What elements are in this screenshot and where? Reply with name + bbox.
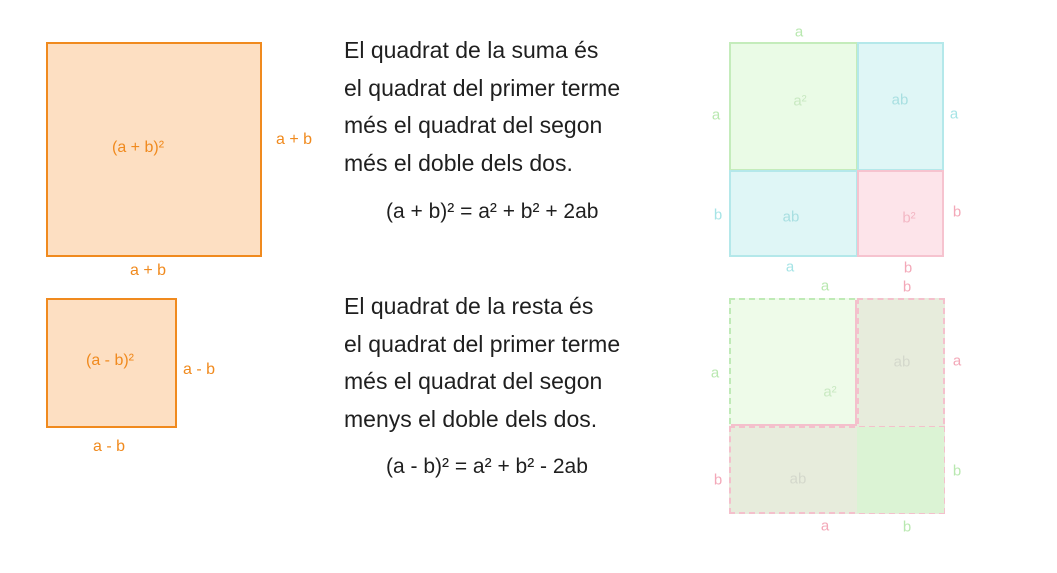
diff-text-line: menys el doble dels dos. (344, 405, 598, 432)
diff-diagram-top-a-label: a (820, 277, 830, 295)
diff-cell-b2 (857, 427, 944, 513)
diff-side-bottom-label: a - b (93, 438, 126, 455)
diff-diagram-top-b-label: b (902, 278, 912, 296)
sum-text-line: el quadrat del primer terme (344, 74, 621, 101)
diff-diagram-left-b-label: b (713, 471, 723, 489)
diff-formula: (a - b)² = a² + b² - 2ab (386, 455, 588, 478)
diff-text-line: el quadrat del primer terme (344, 330, 621, 357)
diff-cell-ab-right-label: ab (893, 353, 911, 371)
diff-side-right-label: a - b (183, 361, 216, 378)
sum-side-right-label: a + b (276, 131, 313, 148)
diff-cell-a2-label: a² (823, 383, 837, 401)
diff-text-line: més el quadrat del segon (344, 368, 603, 394)
sum-text-line: més el doble dels dos. (344, 149, 573, 176)
sum-diagram-right-bottom-label: b (952, 203, 962, 221)
sum-diagram-right-top-label: a (949, 105, 959, 123)
diff-cell-ab-bottom-label: ab (789, 470, 807, 488)
diff-diagram-right-a-label: a (952, 352, 962, 370)
sum-explanation (344, 32, 620, 182)
diff-text-line: El quadrat de la resta és (344, 293, 594, 319)
sum-text-line: El quadrat de la suma és (344, 37, 599, 63)
sum-formula: (a + b)² = a² + b² + 2ab (386, 200, 599, 223)
sum-diagram-left-top-label: a (711, 106, 721, 124)
sum-cell-b2 (857, 170, 944, 257)
sum-diagram-left-bottom-label: b (713, 206, 723, 224)
sum-text-line: més el quadrat del segon (344, 112, 603, 138)
sum-cell-ab-top-label: ab (891, 91, 909, 109)
sum-diagram-top-label: a (794, 23, 804, 41)
sum-cell-ab-bottom-label: ab (782, 208, 800, 226)
diff-diagram-left-a-label: a (710, 364, 720, 382)
diff-diagram-bottom-b-label: b (902, 518, 912, 536)
diff-diagram-bottom-a-label: a (820, 517, 830, 535)
sum-cell-b2-label: b² (902, 209, 916, 227)
sum-diagram-bottom-left-label: a (785, 258, 795, 276)
sum-square-label: (a + b)² (112, 139, 165, 156)
diff-cell-a2 (731, 300, 857, 426)
diff-square-label: (a - b)² (86, 352, 134, 369)
diff-explanation (344, 288, 620, 438)
sum-cell-a2-label: a² (793, 92, 807, 110)
sum-diagram-bottom-right-label: b (903, 259, 913, 277)
diff-diagram-right-b-label: b (952, 462, 962, 480)
sum-side-bottom-label: a + b (130, 262, 167, 279)
